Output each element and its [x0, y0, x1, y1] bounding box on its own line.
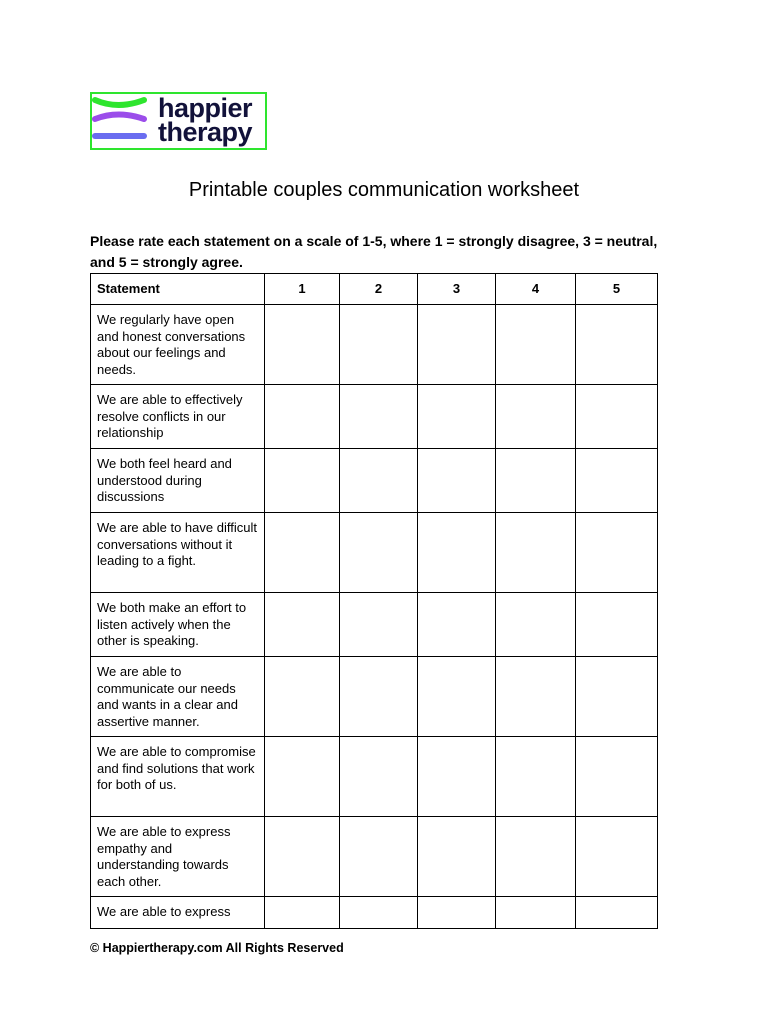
- logo-word-therapy: therapy: [158, 117, 253, 147]
- rating-cell-5[interactable]: [576, 737, 658, 817]
- table-row: [91, 449, 658, 513]
- rating-cell-1[interactable]: [265, 737, 340, 817]
- rating-cell-4[interactable]: [496, 385, 576, 449]
- logo-word-happier: happier: [158, 93, 253, 123]
- rating-table: [90, 273, 658, 929]
- happier-therapy-logo: [90, 92, 267, 150]
- rating-cell-5[interactable]: [576, 449, 658, 513]
- header-rating-2: 2: [340, 274, 418, 305]
- rating-cell-3[interactable]: [418, 385, 496, 449]
- statement-cell: We are able to express: [91, 897, 265, 929]
- table-row: [91, 657, 658, 737]
- rating-cell-5[interactable]: [576, 897, 658, 929]
- rating-cell-3[interactable]: [418, 657, 496, 737]
- statement-cell: We are able to effectively resolve conflicts in our relationship: [91, 385, 265, 449]
- table-row: [91, 897, 658, 929]
- rating-cell-3[interactable]: [418, 593, 496, 657]
- rating-cell-4[interactable]: [496, 897, 576, 929]
- statement-cell: We both feel heard and understood during discussions: [91, 449, 265, 513]
- header-statement: Statement: [91, 274, 265, 305]
- rating-cell-2[interactable]: [340, 385, 418, 449]
- statement-cell: We regularly have open and honest conversations about our feelings and needs.: [91, 305, 265, 385]
- rating-cell-3[interactable]: [418, 449, 496, 513]
- table-row: [91, 737, 658, 817]
- statement-cell: We both make an effort to listen actively when the other is speaking.: [91, 593, 265, 657]
- rating-cell-1[interactable]: [265, 513, 340, 593]
- rating-cell-4[interactable]: [496, 737, 576, 817]
- rating-cell-3[interactable]: [418, 737, 496, 817]
- rating-cell-5[interactable]: [576, 305, 658, 385]
- rating-cell-5[interactable]: [576, 593, 658, 657]
- rating-cell-2[interactable]: [340, 449, 418, 513]
- rating-cell-4[interactable]: [496, 513, 576, 593]
- rating-cell-1[interactable]: [265, 385, 340, 449]
- rating-cell-5[interactable]: [576, 513, 658, 593]
- rating-cell-5[interactable]: [576, 817, 658, 897]
- rating-cell-3[interactable]: [418, 817, 496, 897]
- table-row: [91, 385, 658, 449]
- table-row: [91, 817, 658, 897]
- header-rating-4: 4: [496, 274, 576, 305]
- rating-cell-4[interactable]: [496, 817, 576, 897]
- table-row: [91, 305, 658, 385]
- copyright-footer: © Happiertherapy.com All Rights Reserved: [90, 941, 344, 955]
- rating-cell-2[interactable]: [340, 737, 418, 817]
- rating-cell-1[interactable]: [265, 449, 340, 513]
- rating-cell-1[interactable]: [265, 305, 340, 385]
- rating-cell-2[interactable]: [340, 657, 418, 737]
- page-title: Printable couples communication worksheet: [188, 179, 580, 201]
- rating-cell-3[interactable]: [418, 513, 496, 593]
- rating-cell-2[interactable]: [340, 593, 418, 657]
- instructions-text: Please rate each statement on a scale of 1-5, where 1 = strongly disagree, 3 = neutral, and 5 = strongly agree.: [90, 233, 658, 270]
- statement-cell: We are able to communicate our needs and wants in a clear and assertive manner.: [91, 657, 265, 737]
- rating-cell-4[interactable]: [496, 657, 576, 737]
- statement-cell: We are able to compromise and find solutions that work for both of us.: [91, 737, 265, 817]
- rating-cell-4[interactable]: [496, 593, 576, 657]
- rating-cell-1[interactable]: [265, 817, 340, 897]
- table-row: [91, 513, 658, 593]
- table-row: [91, 593, 658, 657]
- rating-cell-5[interactable]: [576, 385, 658, 449]
- rating-cell-1[interactable]: [265, 897, 340, 929]
- header-rating-5: 5: [576, 274, 658, 305]
- statement-cell: We are able to have difficult conversations without it leading to a fight.: [91, 513, 265, 593]
- header-rating-1: 1: [265, 274, 340, 305]
- rating-cell-5[interactable]: [576, 657, 658, 737]
- rating-cell-3[interactable]: [418, 897, 496, 929]
- statement-cell: We are able to express empathy and understanding towards each other.: [91, 817, 265, 897]
- rating-cell-2[interactable]: [340, 897, 418, 929]
- rating-cell-4[interactable]: [496, 305, 576, 385]
- rating-cell-2[interactable]: [340, 305, 418, 385]
- rating-cell-4[interactable]: [496, 449, 576, 513]
- rating-cell-2[interactable]: [340, 513, 418, 593]
- rating-cell-1[interactable]: [265, 593, 340, 657]
- rating-cell-2[interactable]: [340, 817, 418, 897]
- rating-cell-3[interactable]: [418, 305, 496, 385]
- header-rating-3: 3: [418, 274, 496, 305]
- rating-cell-1[interactable]: [265, 657, 340, 737]
- table-header-row: [91, 274, 658, 305]
